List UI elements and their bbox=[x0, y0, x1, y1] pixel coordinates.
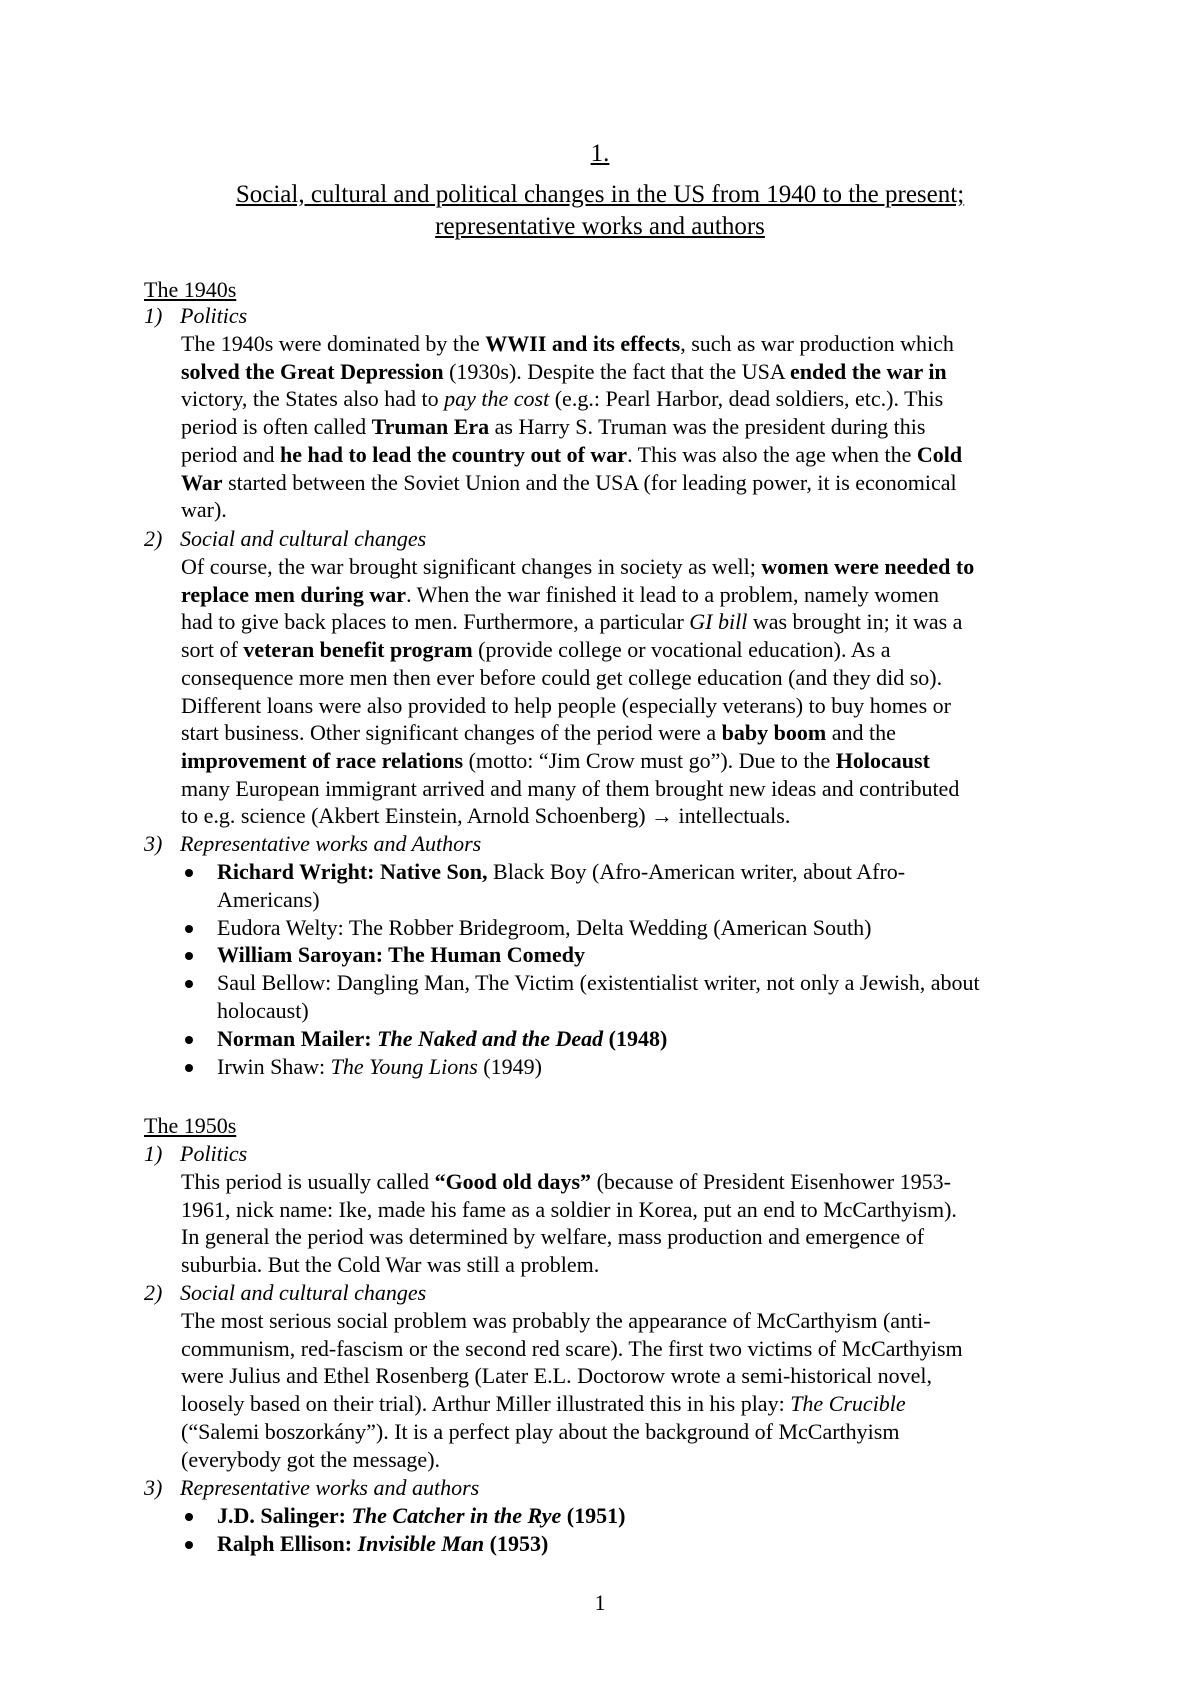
text-line bbox=[181, 664, 1081, 692]
text-run: were Julius and Ethel Rosenberg (Later E.L. Doctorow wrote a semi-historical novel, bbox=[181, 1363, 933, 1389]
text-run: Irwin Shaw: bbox=[217, 1053, 331, 1079]
title-line-1: Social, cultural and political changes in the US from 1940 to the present; bbox=[235, 181, 965, 208]
text-run: Saul Bellow: Dangling Man, The Victim (existentialist writer, not only a Jewish, about bbox=[217, 970, 980, 996]
text-run: baby boom bbox=[721, 720, 827, 746]
text-line bbox=[181, 1196, 1081, 1224]
text-run: . This was also the age when the bbox=[627, 441, 917, 467]
text-run: veteran benefit program bbox=[243, 637, 473, 663]
text-run: , the States also had to bbox=[241, 386, 445, 412]
paragraph-social-1950s bbox=[181, 1307, 1081, 1473]
text-run: Norman Mailer: bbox=[217, 1025, 378, 1051]
works-list-text bbox=[217, 969, 980, 997]
text-run: ended the war in bbox=[790, 358, 947, 384]
text-line bbox=[181, 1390, 1081, 1418]
text-run: (1948) bbox=[603, 1025, 668, 1051]
text-line bbox=[181, 330, 1081, 358]
text-run: consequence more men then ever before could get college education (and they did so). bbox=[181, 664, 943, 690]
text-run: period and bbox=[181, 441, 280, 467]
paragraph-politics-1950s bbox=[181, 1168, 1081, 1279]
text-run: sort of bbox=[181, 637, 244, 663]
page-number: 1 bbox=[594, 1590, 606, 1615]
text-run: improvement of race relations bbox=[181, 747, 464, 773]
text-run: pay the cost bbox=[444, 386, 550, 412]
works-list-text bbox=[217, 997, 309, 1025]
text-line bbox=[181, 747, 1081, 775]
text-run: start business. Other significant changes of the period were a bbox=[181, 720, 722, 746]
text-run: The Naked and the Dead bbox=[377, 1025, 604, 1051]
subheading-social-1950s: 2) Social and cultural changes bbox=[144, 1280, 427, 1305]
text-run: solved the Great Depression bbox=[181, 358, 444, 384]
text-run: he had to lead the country out of war bbox=[279, 441, 628, 467]
text-line bbox=[181, 1335, 1081, 1363]
text-line bbox=[181, 469, 1081, 497]
text-run: war). bbox=[181, 497, 227, 523]
text-run: GI bill bbox=[689, 609, 748, 635]
bullet-icon bbox=[185, 869, 193, 877]
subheading-works-1950s: 3) Representative works and authors bbox=[144, 1475, 480, 1500]
text-line bbox=[181, 1168, 1081, 1196]
text-line bbox=[181, 1251, 1081, 1279]
text-run: started between the Soviet Union and the USA (for leading power, it is economical bbox=[222, 469, 957, 495]
text-line bbox=[181, 1223, 1081, 1251]
text-run: The most serious social problem was probably the appearance of McCarthyism (anti- bbox=[181, 1308, 931, 1333]
text-run: “Good old days” bbox=[434, 1169, 592, 1194]
bullet-icon bbox=[185, 1064, 193, 1072]
text-run: (everybody got the message). bbox=[181, 1446, 441, 1472]
heading-1940s: The 1940s bbox=[144, 277, 237, 302]
subheading-politics-1950s: 1) Politics bbox=[144, 1141, 248, 1166]
works-list-text bbox=[217, 1530, 548, 1558]
text-run: holocaust) bbox=[217, 998, 309, 1023]
text-line bbox=[181, 692, 1081, 720]
text-run: Different loans were also provided to help people (especially veterans) to buy homes or bbox=[181, 692, 951, 718]
text-line bbox=[181, 441, 1081, 469]
paragraph-politics-1940s bbox=[181, 330, 1081, 524]
works-list-text bbox=[217, 941, 585, 969]
text-run: Richard Wright: Native Son, bbox=[217, 859, 488, 884]
text-run: communism, red-fascism or the second red scare). The first two victims of McCarthyism bbox=[181, 1335, 963, 1361]
text-run: victory bbox=[181, 386, 242, 412]
text-line bbox=[181, 1362, 1081, 1390]
text-line bbox=[181, 802, 1081, 830]
text-run: Ralph Ellison: bbox=[217, 1530, 358, 1556]
text-line bbox=[181, 358, 1081, 386]
bullet-icon bbox=[185, 980, 193, 988]
text-line bbox=[181, 496, 1081, 524]
text-run: Americans) bbox=[217, 886, 320, 912]
paragraph-social-1940s bbox=[181, 553, 1081, 830]
text-line bbox=[181, 608, 1081, 636]
subheading-politics-1940s: 1) Politics bbox=[144, 303, 248, 328]
bullet-icon bbox=[185, 925, 193, 933]
bullet-icon bbox=[185, 952, 193, 960]
text-run: loosely based on their trial). Arthur Miller illustrated this in his play: bbox=[181, 1391, 791, 1417]
text-run: WWII and its effects bbox=[485, 331, 681, 356]
text-run: and the bbox=[826, 720, 896, 746]
text-run: Holocaust bbox=[835, 747, 930, 773]
text-run: The Young Lions bbox=[330, 1053, 478, 1079]
text-run: to men. Furthermore, a particular bbox=[386, 609, 690, 635]
text-run: (because of President Eisenhower 1953- bbox=[591, 1169, 951, 1194]
text-run: to e.g. science (Akbert Einstein, Arnold Schoenberg) → intellectuals. bbox=[181, 803, 791, 829]
text-line bbox=[181, 1307, 1081, 1335]
text-run: 1961, nick name: Ike, made his fame as a soldier in Korea, put an end to McCarthyism). bbox=[181, 1196, 957, 1222]
text-line bbox=[181, 1446, 1081, 1474]
text-run: The 1940s were dominated by the bbox=[181, 331, 486, 356]
text-run: (1953) bbox=[484, 1530, 549, 1556]
heading-1950s: The 1950s bbox=[144, 1113, 237, 1138]
text-run: Invisible Man bbox=[357, 1530, 485, 1556]
text-run: suburbia. But the Cold War was still a problem. bbox=[181, 1252, 600, 1278]
text-run: The Crucible bbox=[790, 1391, 906, 1417]
bullet-icon bbox=[185, 1036, 193, 1044]
text-run: In general the period was determined by welfare, mass production and emergence of bbox=[181, 1224, 925, 1250]
bullet-icon bbox=[185, 1541, 193, 1549]
text-run: J.D. Salinger: bbox=[217, 1503, 352, 1528]
text-run: , such as war production which bbox=[680, 331, 954, 356]
text-run: Of course, the war brought significant changes in society as well; bbox=[181, 554, 762, 579]
text-line bbox=[181, 719, 1081, 747]
works-list-text bbox=[217, 858, 905, 886]
text-line bbox=[181, 413, 1081, 441]
bullet-icon bbox=[185, 1513, 193, 1521]
text-run: Eudora Welty: The Robber Bridegroom, Delta Wedding (American South) bbox=[217, 914, 872, 940]
subheading-social-1940s: 2) Social and cultural changes bbox=[144, 526, 427, 551]
text-run: many European immigrant arrived and many of them brought new ideas and contributed bbox=[181, 775, 960, 801]
text-run: Cold bbox=[916, 441, 963, 467]
text-run: was brought in; it was a bbox=[747, 609, 963, 635]
text-line bbox=[181, 553, 1081, 581]
text-run: The Catcher in the Rye bbox=[351, 1503, 562, 1528]
works-list-text bbox=[217, 1053, 542, 1081]
text-line bbox=[181, 1418, 1081, 1446]
text-run: (“Salemi boszorkány”). It is a perfect play about the background of McCarthyism bbox=[181, 1418, 900, 1444]
text-run: as Harry S. Truman was the president during this bbox=[489, 414, 926, 440]
works-list-text bbox=[217, 1025, 667, 1053]
subheading-works-1940s: 3) Representative works and Authors bbox=[144, 831, 482, 856]
text-run: (1949) bbox=[477, 1053, 542, 1079]
text-line bbox=[181, 385, 1081, 413]
title-line-2: representative works and authors bbox=[435, 213, 765, 240]
text-line bbox=[181, 636, 1081, 664]
text-run: period is often called bbox=[181, 414, 372, 440]
text-run: Truman Era bbox=[371, 414, 490, 440]
section-number: 1. bbox=[590, 140, 610, 167]
text-run: replace men during war bbox=[181, 581, 407, 607]
text-run: (1951) bbox=[561, 1503, 626, 1528]
text-run: (1930s). Despite the fact that the USA bbox=[443, 358, 790, 384]
works-list-text bbox=[217, 914, 871, 942]
text-run: This period is usually called bbox=[181, 1169, 435, 1194]
text-run: (e.g.: Pearl Harbor, dead soldiers, etc.). This bbox=[549, 386, 944, 412]
text-line bbox=[181, 775, 1081, 803]
works-list-text bbox=[217, 1502, 625, 1530]
works-list-text bbox=[217, 886, 320, 914]
text-run: women were needed to bbox=[761, 554, 975, 579]
text-run: War bbox=[181, 469, 223, 495]
text-run: (provide college or vocational education). As a bbox=[472, 637, 891, 663]
text-run: . When the war finished it lead to a problem, namely women bbox=[406, 581, 940, 607]
text-run: had to give back places bbox=[181, 609, 387, 635]
text-run: Black Boy (Afro-American writer, about Afro- bbox=[487, 859, 906, 884]
text-run: (motto: “Jim Crow must go”). Due to the bbox=[463, 747, 836, 773]
text-line bbox=[181, 581, 1081, 609]
text-run: William Saroyan: The Human Comedy bbox=[217, 942, 585, 968]
